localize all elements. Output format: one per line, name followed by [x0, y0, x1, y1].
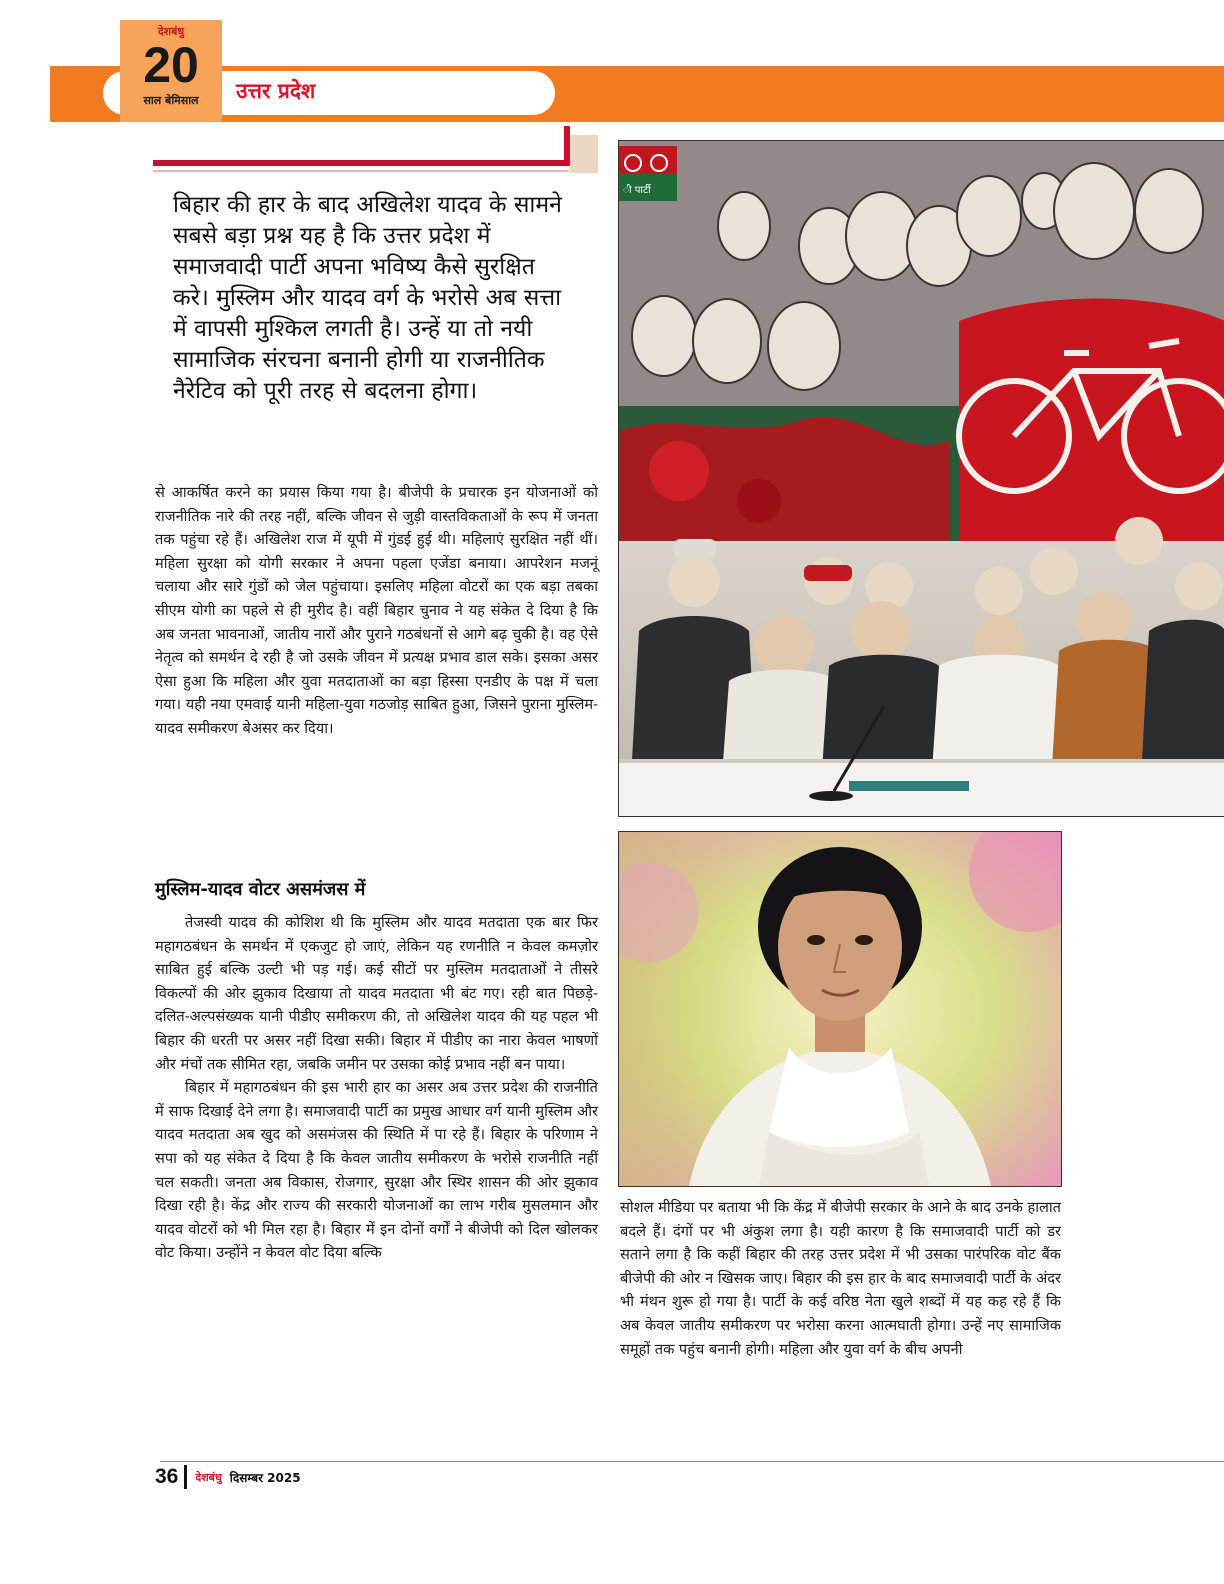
decorative-rule — [153, 160, 569, 166]
decorative-thin-rule — [153, 170, 569, 172]
article-paragraph: सोशल मीडिया पर बताया भी कि केंद्र में बीजेपी सरकार के आने के बाद उनके हालात बदले हैं। दंगों पर भी अंकुश लगा है। यही कारण है कि समाजवादी पार्टी को डर सताने लगा है कि कहीं बिहार की तरह उत्तर प्रदेश में भी उसका पारंपरिक वोट बैंक बीजेपी की ओर न खिसक जाए। बिहार की इस हार के बाद समाजवादी पार्टी के अंदर भी मंथन शुरू हो गया है। पार्टी के कई वरिष्ठ नेता खुले शब्दों में यह कह रहे हैं कि अब केवल जातीय समीकरण पर भरोसा करना आत्मघाती होगा। उन्हें नए सामाजिक समूहों तक पहुंच बनानी होगी। महिला और युवा वर्ग के बीच अपनी — [620, 1199, 1061, 1358]
party-sign-text: ी पार्टी — [623, 185, 651, 196]
page-footer — [155, 1464, 301, 1490]
section-title: उत्तर प्रदेश — [236, 79, 316, 103]
footer-brand-logo: देशबंधु — [195, 1470, 222, 1484]
decorative-corner-block — [570, 135, 598, 173]
article-paragraph: तेजस्वी यादव की कोशिश थी कि मुस्लिम और यादव मतदाता एक बार फिर महागठबंधन के समर्थन में एकजुट हो जाएं, लेकिन यह रणनीति न केवल कमज़ोर साबित हुई बल्कि उल्टी भी पड़ गई। कई सीटों पर मुस्लिम मतदाताओं ने तीसरे विकल्पों की ओर झुकाव दिखाया तो यादव मतदाता भी बंट गए। रही बात पिछड़े-दलित-अल्पसंख्यक यानी पीडीए समीकरण की, तो अखिलेश यादव की यह पहल भी बिहार की धरती पर असर नहीं दिखा सकी। बिहार में पीडीए का नारा केवल भाषणों और मंचों तक सीमित रहा, जबकि जमीन पर उसका कोई प्रभाव नहीं बन पाया। — [155, 914, 598, 1073]
badge-subtitle: साल बेमिसाल — [143, 94, 199, 107]
anniversary-badge — [120, 20, 222, 122]
article-column-right — [620, 1196, 1061, 1361]
badge-number: 20 — [143, 37, 199, 93]
article-column-left-top — [155, 481, 598, 741]
article-paragraph: से आकर्षित करने का प्रयास किया गया है। बीजेपी के प्रचारक इन योजनाओं को राजनीतिक नारे की तरह नहीं, बल्कि जीवन से जुड़ी वास्तविकताओं के रूप में जनता तक पहुंचा रहे हैं। अखिलेश राज में यूपी में गुंडई हुई थी। महिलाएं सुरक्षित नहीं थीं। महिला सुरक्षा को योगी सरकार ने अपना पहला एजेंडा बनाया। आपरेशन मजनूं चलाया और सारे गुंडों को जेल पहुंचाया। इसलिए महिला वोटरों का एक बड़ा तबका सीएम योगी का पहले से ही मुरीद है। वहीं बिहार चुनाव ने यह संकेत दे दिया है कि अब जनता भावनाओं, जातीय नारों और पुराने गठबंधनों से आगे बढ़ चुकी है। वह ऐसे नेतृत्व को समर्थन दे रही है जो उसके जीवन में प्रत्यक्ष प्रभाव डाल सके। इसका असर ऐसा हुआ कि महिला और युवा मतदाताओं का बड़ा हिस्सा एनडीए के पक्ष में चला गया। यही नया एमवाई यानी महिला-युवा गठजोड़ साबित हुआ, जिसने पुराना मुस्लिम-यादव समीकरण बेअसर कर दिया। — [155, 484, 598, 737]
party-meeting-photo — [618, 140, 1224, 817]
footer-separator — [184, 1465, 187, 1489]
leader-portrait-photo — [618, 831, 1062, 1187]
page-number: 36 — [155, 1465, 179, 1488]
article-column-left-bottom — [155, 911, 598, 1265]
pull-quote: बिहार की हार के बाद अखिलेश यादव के सामने सबसे बड़ा प्रश्न यह है कि उत्तर प्रदेश में समाजवादी पार्टी अपना भविष्य कैसे सुरक्षित करे। मुस्लिम और यादव वर्ग के भरोसे अब सत्ता में वापसी मुश्किल लगती है। उन्हें या तो नयी सामाजिक संरचना बनानी होगी या राजनीतिक नैरेटिव को पूरी तरह से बदलना होगा। — [173, 192, 562, 404]
footer-divider — [160, 1461, 1224, 1462]
badge-brand-logo: देशबंधु — [157, 25, 185, 38]
article-subheading: मुस्लिम-यादव वोटर असमंजस में — [155, 879, 366, 900]
footer-issue-date: दिसम्बर 2025 — [229, 1470, 301, 1485]
article-paragraph: बिहार में महागठबंधन की इस भारी हार का असर अब उत्तर प्रदेश की राजनीति में साफ दिखाई देने लगा है। समाजवादी पार्टी का प्रमुख आधार वर्ग यानी मुस्लिम और यादव मतदाता अब खुद को असमंजस की स्थिति में पा रहे हैं। बिहार के परिणाम ने सपा को यह संकेत दे दिया है कि केवल जातीय समीकरण के भरोसे राजनीति नहीं चल सकती। जनता अब विकास, रोजगार, सुरक्षा और स्थिर शासन की ओर झुकाव दिखा रही है। केंद्र और राज्य की सरकारी योजनाओं का लाभ गरीब मुसलमान और यादव वोटरों को भी मिल रहा है। बिहार में इन दोनों वर्गों ने बीजेपी को दिल खोलकर वोट किया। उन्होंने न केवल वोट दिया बल्कि — [155, 1079, 598, 1262]
